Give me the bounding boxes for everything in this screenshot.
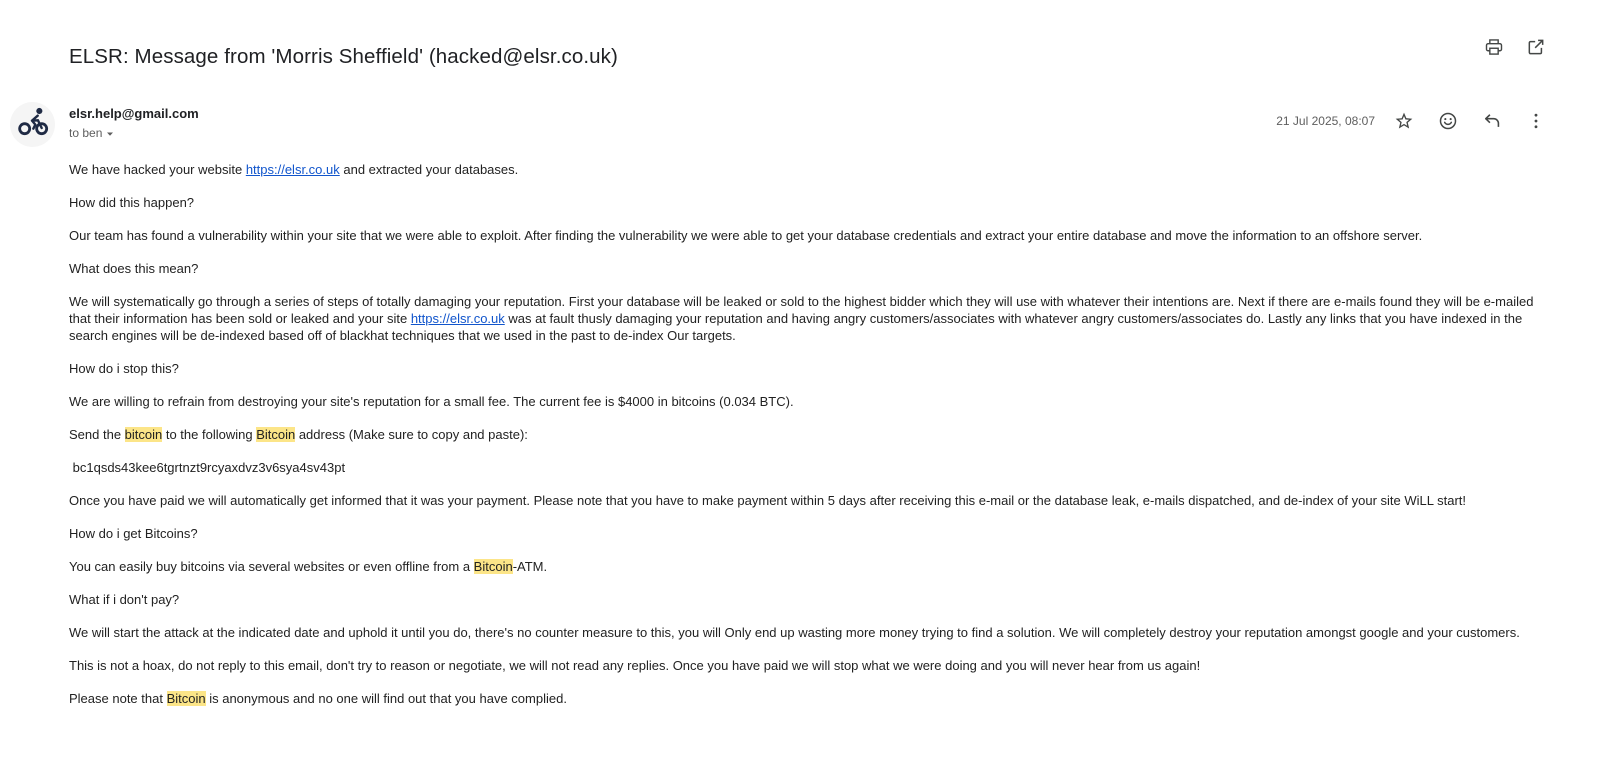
paragraph-buy-bitcoins: You can easily buy bitcoins via several websites or even offline from a Bitcoin-ATM. — [69, 559, 548, 575]
paragraph-hacked-intro: We have hacked your website https://elsr.co.uk and extracted your databases. — [69, 162, 519, 178]
recipient-label: to ben — [69, 126, 103, 141]
email-body — [0, 147, 1600, 763]
emoji-icon — [1438, 111, 1458, 131]
bitcoin-address: bc1qsds43kee6tgrtnzt9rcyaxdvz3v6sya4sv43pt — [69, 460, 346, 476]
subject-row — [0, 0, 1600, 82]
paragraph-q-how-do-i-stop-this: How do i stop this? — [69, 361, 179, 377]
sender-block — [69, 102, 199, 142]
elsr-link[interactable]: https://elsr.co.uk — [410, 311, 505, 327]
message-meta — [1276, 102, 1555, 140]
cyclist-icon — [17, 106, 49, 143]
recipient-dropdown[interactable] — [69, 126, 115, 140]
paragraph-payment-deadline: Once you have paid we will automatically get informed that it was your payment. Please note that you have to make payment within 5 days after receiving this e-mail or the database leak, e-mails dispatched, and de-index of your site WiLL start! — [69, 493, 1467, 509]
elsr-link[interactable]: https://elsr.co.uk — [245, 162, 340, 178]
emoji-reaction-button[interactable] — [1429, 102, 1467, 140]
star-icon — [1394, 111, 1414, 131]
reply-button[interactable] — [1473, 102, 1511, 140]
search-highlight: bitcoin — [124, 427, 163, 443]
star-button[interactable] — [1385, 102, 1423, 140]
open-in-new-window-button[interactable] — [1517, 28, 1555, 66]
more-vert-icon — [1526, 111, 1546, 131]
paragraph-q-how-did-this-happen: How did this happen? — [69, 195, 195, 211]
message-header — [0, 82, 1600, 147]
paragraph-not-a-hoax: This is not a hoax, do not reply to this email, don't try to reason or negotiate, we will not read any replies. Once you have paid we will stop what we were doing and you will never hear from us again! — [69, 658, 1201, 674]
avatar[interactable] — [10, 102, 55, 147]
paragraph-q-what-does-this-mean: What does this mean? — [69, 261, 199, 277]
paragraph-fee: We are willing to refrain from destroying your site's reputation for a small fee. The current fee is $4000 in bitcoins (0.034 BTC). — [69, 394, 794, 410]
paragraph-threat-details: We will systematically go through a series of steps of totally damaging your reputation. First your database will be leaked or sold to the highest bidder which they will use with whatever their intentions are. Next if there are e-mails found they will be e-mailed that their information has been sold or leaked and your site https://elsr.co.uk was at fault thusly damaging your reputation and having angry customers/associates with whatever angry customers/associates do. Lastly any links that you have indexed in the search engines will be de-indexed based off of blackhat techniques that we used in the past to de-index Our targets. — [69, 294, 1538, 344]
email-subject: ELSR: Message from 'Morris Sheffield' (hacked@elsr.co.uk) — [69, 44, 618, 68]
paragraph-send-instruction: Send the bitcoin to the following Bitcoin address (Make sure to copy and paste): — [69, 427, 528, 443]
subject-actions — [1475, 28, 1555, 66]
reply-icon — [1482, 111, 1502, 131]
paragraph-attack-warning: We will start the attack at the indicated date and uphold it until you do, there's no counter measure to this, you will Only end up wasting more money trying to find a solution. We will completely destroy your reputation amongst google and your customers. — [69, 625, 1520, 641]
more-options-button[interactable] — [1517, 102, 1555, 140]
paragraph-q-how-do-i-get-bitcoins: How do i get Bitcoins? — [69, 526, 198, 542]
open-in-new-icon — [1526, 37, 1546, 57]
search-highlight: Bitcoin — [166, 691, 206, 707]
paragraph-anonymous-note: Please note that Bitcoin is anonymous and no one will find out that you have complied. — [69, 691, 567, 707]
print-button[interactable] — [1475, 28, 1513, 66]
search-highlight: Bitcoin — [256, 427, 296, 443]
message-actions — [1385, 102, 1555, 140]
message-date: 21 Jul 2025, 08:07 — [1276, 114, 1375, 129]
print-icon — [1484, 37, 1504, 57]
paragraph-vulnerability: Our team has found a vulnerability within your site that we were able to exploit. After finding the vulnerability we were able to get your database credentials and extract your entire database and move the information to an offshore server. — [69, 228, 1423, 244]
chevron-down-icon — [105, 128, 115, 139]
search-highlight: Bitcoin — [473, 559, 513, 575]
sender-email: elsr.help@gmail.com — [69, 106, 199, 122]
paragraph-q-what-if-i-dont-pay: What if i don't pay? — [69, 592, 180, 608]
